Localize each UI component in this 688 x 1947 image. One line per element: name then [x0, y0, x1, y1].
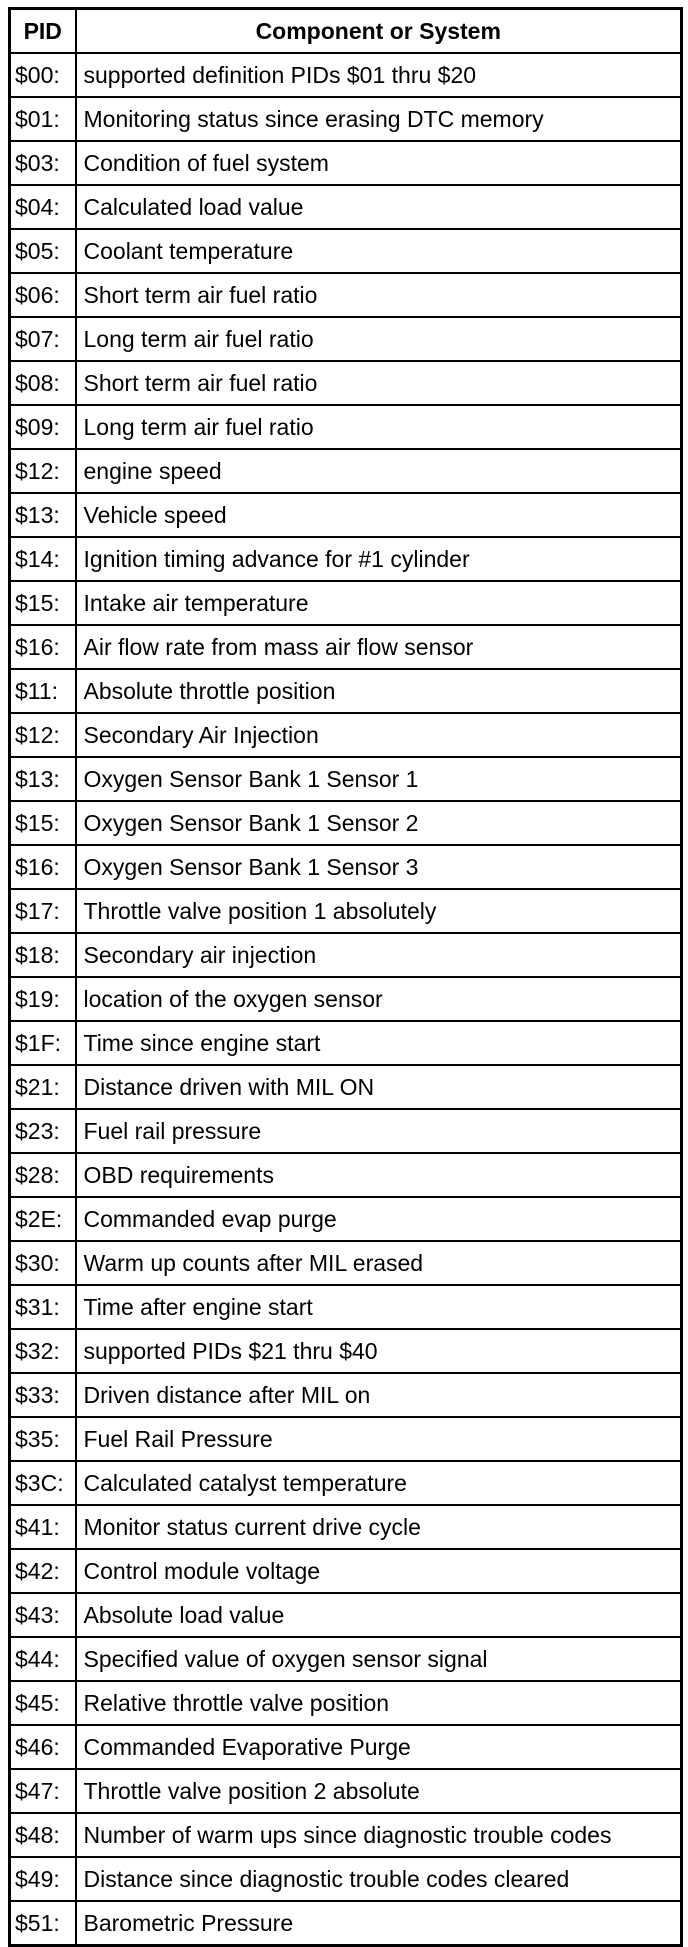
component-cell: Oxygen Sensor Bank 1 Sensor 2 — [76, 801, 682, 845]
component-cell: Short term air fuel ratio — [76, 361, 682, 405]
component-cell: Relative throttle valve position — [76, 1681, 682, 1725]
table-row — [10, 1593, 682, 1637]
component-cell: Throttle valve position 2 absolute — [76, 1769, 682, 1813]
pid-cell: $15: — [10, 581, 76, 625]
table-row — [10, 1109, 682, 1153]
table-row — [10, 53, 682, 97]
pid-cell: $11: — [10, 669, 76, 713]
table-row — [10, 141, 682, 185]
table-row — [10, 625, 682, 669]
table-row — [10, 1637, 682, 1681]
pid-cell: $15: — [10, 801, 76, 845]
pid-cell: $23: — [10, 1109, 76, 1153]
component-cell: Secondary Air Injection — [76, 713, 682, 757]
pid-cell: $04: — [10, 185, 76, 229]
table-body — [10, 53, 682, 1946]
column-header-component: Component or System — [76, 9, 682, 54]
component-cell: Long term air fuel ratio — [76, 405, 682, 449]
pid-cell: $00: — [10, 53, 76, 97]
component-cell: Absolute throttle position — [76, 669, 682, 713]
pid-cell: $21: — [10, 1065, 76, 1109]
component-cell: Distance driven with MIL ON — [76, 1065, 682, 1109]
table-row — [10, 1813, 682, 1857]
pid-cell: $33: — [10, 1373, 76, 1417]
component-cell: Calculated load value — [76, 185, 682, 229]
table-row — [10, 185, 682, 229]
pid-cell: $30: — [10, 1241, 76, 1285]
table-row — [10, 757, 682, 801]
pid-cell: $18: — [10, 933, 76, 977]
pid-cell: $03: — [10, 141, 76, 185]
pid-cell: $3C: — [10, 1461, 76, 1505]
component-cell: Distance since diagnostic trouble codes cleared — [76, 1857, 682, 1901]
table-row — [10, 1153, 682, 1197]
table-row — [10, 405, 682, 449]
component-cell: Warm up counts after MIL erased — [76, 1241, 682, 1285]
pid-cell: $14: — [10, 537, 76, 581]
pid-cell: $19: — [10, 977, 76, 1021]
table-row — [10, 317, 682, 361]
component-cell: Fuel Rail Pressure — [76, 1417, 682, 1461]
component-cell: Control module voltage — [76, 1549, 682, 1593]
component-cell: Absolute load value — [76, 1593, 682, 1637]
table-row — [10, 1549, 682, 1593]
component-cell: Fuel rail pressure — [76, 1109, 682, 1153]
pid-cell: $31: — [10, 1285, 76, 1329]
table-row — [10, 1285, 682, 1329]
component-cell: location of the oxygen sensor — [76, 977, 682, 1021]
pid-cell: $47: — [10, 1769, 76, 1813]
table-header-row — [10, 9, 682, 54]
pid-table-container — [8, 7, 680, 1947]
component-cell: Secondary air injection — [76, 933, 682, 977]
pid-cell: $05: — [10, 229, 76, 273]
table-row — [10, 273, 682, 317]
component-cell: Intake air temperature — [76, 581, 682, 625]
component-cell: Oxygen Sensor Bank 1 Sensor 3 — [76, 845, 682, 889]
pid-cell: $13: — [10, 493, 76, 537]
table-row — [10, 1329, 682, 1373]
pid-cell: $08: — [10, 361, 76, 405]
pid-cell: $16: — [10, 625, 76, 669]
component-cell: engine speed — [76, 449, 682, 493]
pid-table — [8, 7, 683, 1947]
pid-cell: $09: — [10, 405, 76, 449]
pid-cell: $12: — [10, 713, 76, 757]
table-row — [10, 1461, 682, 1505]
table-row — [10, 537, 682, 581]
table-row — [10, 1901, 682, 1946]
pid-cell: $1F: — [10, 1021, 76, 1065]
pid-cell: $01: — [10, 97, 76, 141]
component-cell: Barometric Pressure — [76, 1901, 682, 1946]
pid-cell: $2E: — [10, 1197, 76, 1241]
pid-cell: $43: — [10, 1593, 76, 1637]
table-row — [10, 1725, 682, 1769]
table-row — [10, 1505, 682, 1549]
component-cell: Specified value of oxygen sensor signal — [76, 1637, 682, 1681]
pid-cell: $35: — [10, 1417, 76, 1461]
pid-cell: $12: — [10, 449, 76, 493]
component-cell: Number of warm ups since diagnostic trouble codes — [76, 1813, 682, 1857]
pid-cell: $42: — [10, 1549, 76, 1593]
component-cell: Throttle valve position 1 absolutely — [76, 889, 682, 933]
pid-cell: $41: — [10, 1505, 76, 1549]
table-row — [10, 669, 682, 713]
component-cell: Monitoring status since erasing DTC memory — [76, 97, 682, 141]
component-cell: Time after engine start — [76, 1285, 682, 1329]
pid-cell: $32: — [10, 1329, 76, 1373]
table-row — [10, 581, 682, 625]
table-row — [10, 1197, 682, 1241]
table-row — [10, 1021, 682, 1065]
component-cell: Commanded evap purge — [76, 1197, 682, 1241]
pid-cell: $49: — [10, 1857, 76, 1901]
table-row — [10, 1681, 682, 1725]
pid-cell: $51: — [10, 1901, 76, 1946]
pid-cell: $44: — [10, 1637, 76, 1681]
component-cell: Oxygen Sensor Bank 1 Sensor 1 — [76, 757, 682, 801]
pid-cell: $46: — [10, 1725, 76, 1769]
table-row — [10, 801, 682, 845]
table-row — [10, 1241, 682, 1285]
component-cell: Monitor status current drive cycle — [76, 1505, 682, 1549]
table-row — [10, 933, 682, 977]
component-cell: Ignition timing advance for #1 cylinder — [76, 537, 682, 581]
pid-cell: $13: — [10, 757, 76, 801]
component-cell: Driven distance after MIL on — [76, 1373, 682, 1417]
table-row — [10, 1373, 682, 1417]
component-cell: Long term air fuel ratio — [76, 317, 682, 361]
table-row — [10, 977, 682, 1021]
table-row — [10, 1769, 682, 1813]
table-row — [10, 713, 682, 757]
component-cell: Time since engine start — [76, 1021, 682, 1065]
pid-cell: $48: — [10, 1813, 76, 1857]
pid-cell: $07: — [10, 317, 76, 361]
component-cell: OBD requirements — [76, 1153, 682, 1197]
pid-cell: $06: — [10, 273, 76, 317]
table-row — [10, 97, 682, 141]
component-cell: Calculated catalyst temperature — [76, 1461, 682, 1505]
table-row — [10, 889, 682, 933]
pid-cell: $28: — [10, 1153, 76, 1197]
table-row — [10, 449, 682, 493]
table-row — [10, 1417, 682, 1461]
component-cell: Short term air fuel ratio — [76, 273, 682, 317]
column-header-pid: PID — [10, 9, 76, 54]
pid-cell: $17: — [10, 889, 76, 933]
component-cell: Air flow rate from mass air flow sensor — [76, 625, 682, 669]
pid-cell: $16: — [10, 845, 76, 889]
table-row — [10, 361, 682, 405]
pid-cell: $45: — [10, 1681, 76, 1725]
table-row — [10, 1065, 682, 1109]
component-cell: supported definition PIDs $01 thru $20 — [76, 53, 682, 97]
table-row — [10, 493, 682, 537]
component-cell: Condition of fuel system — [76, 141, 682, 185]
table-row — [10, 845, 682, 889]
component-cell: Vehicle speed — [76, 493, 682, 537]
component-cell: Coolant temperature — [76, 229, 682, 273]
component-cell: supported PIDs $21 thru $40 — [76, 1329, 682, 1373]
component-cell: Commanded Evaporative Purge — [76, 1725, 682, 1769]
table-row — [10, 1857, 682, 1901]
table-row — [10, 229, 682, 273]
